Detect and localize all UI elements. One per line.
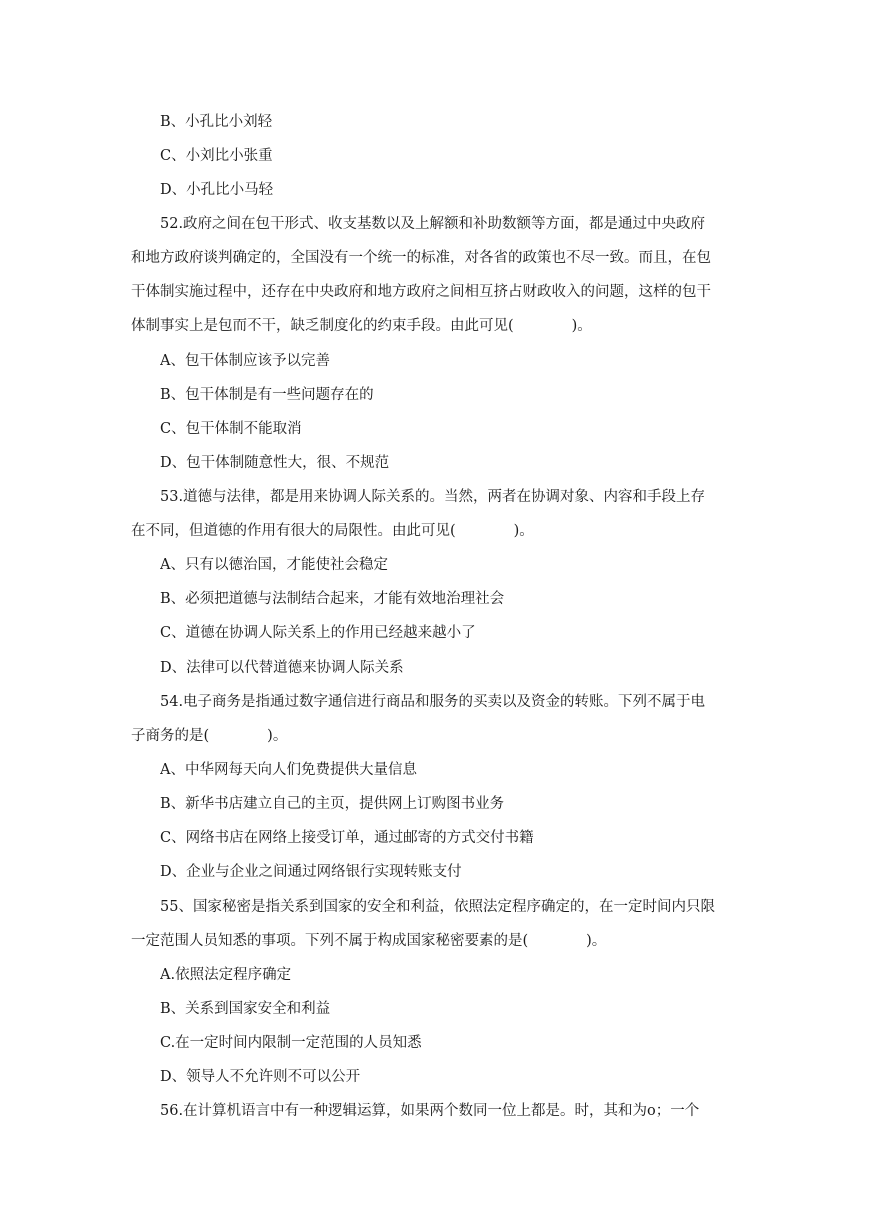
option-c-q51: C、小刘比小张重: [160, 148, 273, 164]
question-52-line-4: 体制事实上是包而不干，缺乏制度化的约束手段。由此可见( )。: [131, 318, 592, 334]
option-b-q55: B、关系到国家安全和利益: [160, 1001, 331, 1017]
question-52-line-2: 和地方政府谈判确定的，全国没有一个统一的标准，对各省的政策也不尽一致。而且，在包: [131, 250, 711, 266]
option-d-q51: D、小孔比小马轻: [160, 182, 274, 198]
option-b-q53: B、必须把道德与法制结合起来，才能有效地治理社会: [160, 591, 505, 607]
question-53-line-1: 53.道德与法律，都是用来协调人际关系的。当然，两者在协调对象、内容和手段上存: [160, 489, 706, 505]
option-a-q53: A、只有以德治国，才能使社会稳定: [160, 557, 388, 573]
option-c-q52: C、包干体制不能取消: [160, 421, 302, 437]
question-54-line-2: 子商务的是( )。: [131, 728, 288, 744]
question-52-line-1: 52.政府之间在包干形式、收支基数以及上解额和补助数额等方面，都是通过中央政府: [160, 216, 706, 232]
option-a-q54: A、中华网每天向人们免费提供大量信息: [160, 762, 417, 778]
option-d-q54: D、企业与企业之间通过网络银行实现转账支付: [160, 864, 462, 880]
option-a-q55: A.依照法定程序确定: [160, 967, 292, 983]
option-d-q52: D、包干体制随意性大，很、不规范: [160, 455, 390, 471]
option-c-q54: C、网络书店在网络上接受订单，通过邮寄的方式交付书籍: [160, 830, 534, 846]
question-52-line-3: 干体制实施过程中，还存在中央政府和地方政府之间相互挤占财政收入的问题，这样的包干: [131, 284, 711, 300]
question-54-line-1: 54.电子商务是指通过数字通信进行商品和服务的买卖以及资金的转账。下列不属于电: [160, 694, 706, 710]
option-b-q51: B、小孔比小刘轻: [160, 114, 273, 130]
question-53-line-2: 在不同，但道德的作用有很大的局限性。由此可见( )。: [131, 523, 534, 539]
option-c-q53: C、道德在协调人际关系上的作用已经越来越小了: [160, 625, 476, 641]
question-55-line-1: 55、国家秘密是指关系到国家的安全和利益，依照法定程序确定的，在一定时间内只限: [160, 899, 715, 915]
option-a-q52: A、包干体制应该予以完善: [160, 353, 330, 369]
option-d-q55: D、领导人不允许则不可以公开: [160, 1069, 361, 1085]
option-b-q52: B、包干体制是有一些问题存在的: [160, 387, 374, 403]
option-c-q55: C.在一定时间内限制一定范围的人员知悉: [160, 1035, 422, 1051]
question-56-line-1: 56.在计算机语言中有一种逻辑运算，如果两个数同一位上都是。时，其和为o；一个: [160, 1103, 700, 1119]
option-b-q54: B、新华书店建立自己的主页，提供网上订购图书业务: [160, 796, 505, 812]
question-55-line-2: 一定范围人员知悉的事项。下列不属于构成国家秘密要素的是( )。: [131, 933, 607, 949]
option-d-q53: D、法律可以代替道德来协调人际关系: [160, 660, 404, 676]
